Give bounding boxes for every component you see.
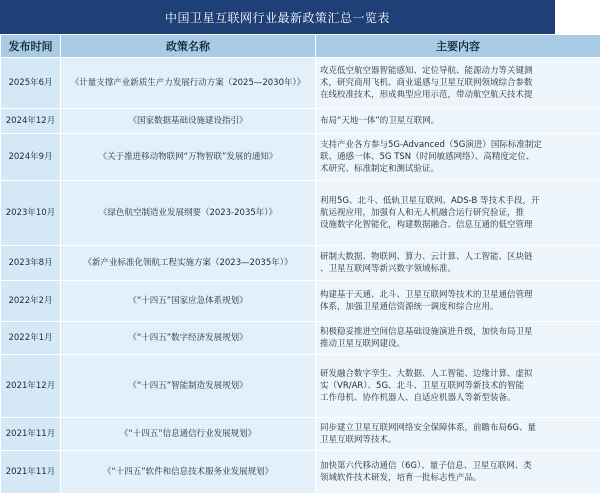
row-policy-name: 《关于推进移动物联网“万物智联”发展的通知》 (61, 134, 316, 181)
header-main-content: 主要内容 (316, 35, 601, 58)
content-line: 同步建立卫星互联网网络安全保障体系，前瞻布局6G、量 (320, 423, 536, 433)
content-line: 实（VR/AR）、5G、北斗、卫星互联网等新技术的智能 (320, 381, 525, 391)
table-row (1, 418, 601, 451)
content-line: 术研究、标准制定和测试验证。 (320, 164, 440, 174)
row-content (316, 322, 601, 355)
content-line: 研发融合数字孪生、大数据、人工智能、边缘计算、虚拟 (320, 369, 533, 379)
row-policy-name: 《“十四五”智能制造发展规划》 (61, 355, 316, 418)
row-content (316, 451, 601, 494)
row-date: 2024年12月 (1, 109, 61, 134)
policy-table (0, 34, 601, 494)
row-date: 2025年6月 (1, 58, 61, 109)
content-line: 、卫星互联网等新兴数字领域标准。 (320, 264, 457, 274)
row-content (316, 355, 601, 418)
row-content (316, 134, 601, 181)
row-policy-name: 《“十四五”信息通信行业发展规划》 (61, 418, 316, 451)
table-header-row (1, 35, 601, 58)
content-line: 卫星互联网等技术。 (320, 435, 397, 445)
content-line: 支持产业各方参与5G-Advanced（5G演进）国际标准制定 (320, 140, 542, 150)
content-line: 积极稳妥推进空间信息基础设施演进升级，加快布局卫星 (320, 327, 533, 337)
row-policy-name: 《“十四五”软件和信息技术服务业发展规划》 (61, 451, 316, 494)
row-content (316, 58, 601, 109)
table-row (1, 281, 601, 322)
row-date: 2021年12月 (1, 355, 61, 418)
content-line: 体系，加强卫星通信资源统一调度和综合应用。 (320, 302, 499, 312)
table-row (1, 355, 601, 418)
row-content (316, 418, 601, 451)
row-content (316, 281, 601, 322)
header-policy-name: 政策名称 (61, 35, 316, 58)
content-line: 推动卫星互联网建设。 (320, 339, 406, 349)
row-date: 2023年10月 (1, 181, 61, 246)
row-date: 2021年11月 (1, 418, 61, 451)
row-policy-name: 《“十四五”数字经济发展规划》 (61, 322, 316, 355)
content-line: 设施数字化智能化，构建数据融合、信息互通的低空管理 (320, 220, 533, 230)
row-date: 2022年1月 (1, 322, 61, 355)
content-line: 利用5G、北斗、低轨卫星互联网、ADS-B 等技术手段，开 (320, 196, 540, 206)
row-policy-name: 《绿色航空制造业发展纲要（2023-2035年）》 (61, 181, 316, 246)
content-line: 联、通感一体、5G TSN（时间敏感网络）、高精度定位、 (320, 152, 535, 162)
content-line: 攻克低空航空器智能感知、定位导航、能源动力等关键测 (320, 66, 533, 76)
content-line: 构建基于天通、北斗、卫星互联网等技术的卫星通信管理 (320, 290, 533, 300)
content-line: 航运视应用，加强有人和无人机融合运行研究验证，推 (320, 208, 525, 218)
table-row (1, 322, 601, 355)
row-content (316, 246, 601, 281)
header-date: 发布时间 (1, 35, 61, 58)
row-policy-name: 《“十四五”国家应急体系规划》 (61, 281, 316, 322)
table-row (1, 246, 601, 281)
row-content (316, 181, 601, 246)
table-row (1, 451, 601, 494)
content-line: 研制大数据、物联网、算力、云计算、人工智能、区块链 (320, 252, 533, 262)
row-date: 2022年2月 (1, 281, 61, 322)
content-line: 加快第六代移动通信（6G）、量子信息、卫星互联网、类 (320, 461, 532, 471)
content-line: 领域软件技术研发，培育一批标志性产品。 (320, 473, 482, 483)
content-line: 布局“天地一体”的卫星互联网。 (320, 116, 440, 126)
page-title: 中国卫星互联网行业最新政策汇总一览表 (0, 0, 555, 34)
row-date: 2023年8月 (1, 246, 61, 281)
content-line: 工作母机、协作机器人、自适应机器人等新型装备。 (320, 393, 516, 403)
row-policy-name: 《计量支撑产业新质生产力发展行动方案（2025—2030年）》 (61, 58, 316, 109)
table-row (1, 58, 601, 109)
content-line: 术，研究商用飞机、商业遥感与卫星互联网领域综合参数 (320, 78, 533, 88)
row-date: 2021年11月 (1, 451, 61, 494)
table-row (1, 181, 601, 246)
table-row (1, 134, 601, 181)
row-date: 2024年9月 (1, 134, 61, 181)
table-row (1, 109, 601, 134)
row-policy-name: 《新产业标准化领航工程实施方案（2023—2035年）》 (61, 246, 316, 281)
content-line: 在线校准技术，形成典型应用示范，带动航空航天技术提 (320, 90, 533, 100)
row-policy-name: 《国家数据基础设施建设指引》 (61, 109, 316, 134)
row-content (316, 109, 601, 134)
